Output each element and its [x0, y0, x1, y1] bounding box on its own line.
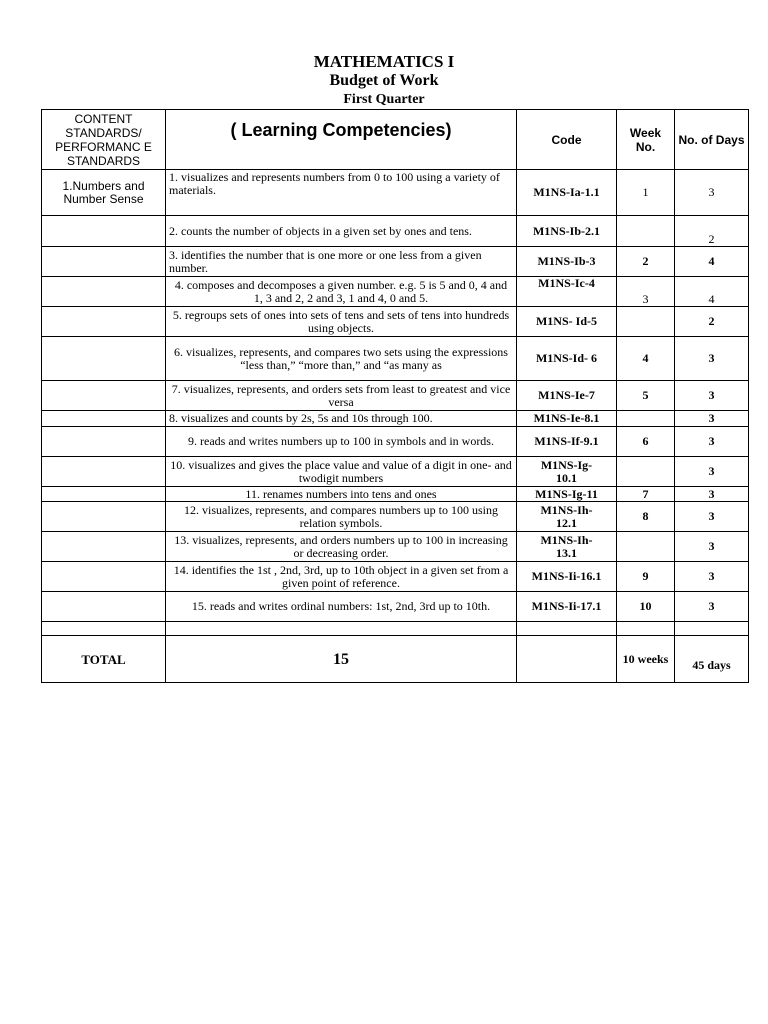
competency-cell: 6. visualizes, represents, and compares two sets using the expressions “less than,” “more than,” and “as many as — [166, 337, 517, 381]
code-cell: M1NS-Ib-2.1 — [517, 216, 617, 247]
table-row — [42, 307, 749, 337]
standard-cell: 1.Numbers and Number Sense — [42, 170, 166, 216]
standard-cell — [42, 592, 166, 622]
table-row — [42, 411, 749, 427]
code-cell: M1NS-Ia-1.1 — [517, 170, 617, 216]
standard-cell — [42, 307, 166, 337]
quarter-heading: First Quarter — [343, 92, 425, 107]
days-cell: 3 — [675, 411, 749, 427]
code-cell: M1NS-Id- 6 — [517, 337, 617, 381]
standard-cell — [42, 562, 166, 592]
days-cell: 3 — [675, 427, 749, 457]
week-cell — [617, 457, 675, 487]
total-code-cell — [517, 636, 617, 683]
week-cell: 1 — [617, 170, 675, 216]
days-cell: 2 — [675, 216, 749, 247]
col-header-code: Code — [517, 110, 617, 170]
table-row — [42, 381, 749, 411]
days-cell: 3 — [675, 457, 749, 487]
document-title: MATHEMATICS I — [313, 52, 455, 71]
competency-cell: 14. identifies the 1st , 2nd, 3rd, up to 10th object in a given set from a given point of reference. — [166, 562, 517, 592]
standard-cell — [42, 532, 166, 562]
total-row — [42, 636, 749, 683]
total-label: TOTAL — [42, 636, 166, 683]
standard-cell — [42, 427, 166, 457]
standard-cell — [42, 277, 166, 307]
days-cell: 4 — [675, 247, 749, 277]
code-cell: M1NS-Ib-3 — [517, 247, 617, 277]
week-cell: 6 — [617, 427, 675, 457]
total-weeks: 10 weeks — [617, 636, 675, 683]
standard-cell — [42, 381, 166, 411]
competency-cell: 3. identifies the number that is one more or one less from a given number. — [166, 247, 517, 277]
week-cell: 7 — [617, 487, 675, 502]
standard-cell — [42, 216, 166, 247]
days-cell: 2 — [675, 307, 749, 337]
standard-cell — [42, 487, 166, 502]
code-cell: M1NS-If-9.1 — [517, 427, 617, 457]
table-row — [42, 562, 749, 592]
table-row — [42, 247, 749, 277]
week-cell: 10 — [617, 592, 675, 622]
week-cell: 5 — [617, 381, 675, 411]
week-cell: 4 — [617, 337, 675, 381]
week-cell — [617, 411, 675, 427]
week-cell — [617, 532, 675, 562]
code-cell: M1NS-Ig-11 — [517, 487, 617, 502]
competency-cell: 12. visualizes, represents, and compares numbers up to 100 using relation symbols. — [166, 502, 517, 532]
code-cell: M1NS-Ih-13.1 — [517, 532, 617, 562]
days-cell: 3 — [675, 487, 749, 502]
week-cell — [617, 216, 675, 247]
competency-cell: 15. reads and writes ordinal numbers: 1st, 2nd, 3rd up to 10th. — [166, 592, 517, 622]
table-row — [42, 592, 749, 622]
days-cell: 3 — [675, 170, 749, 216]
budget-of-work-table — [41, 109, 749, 683]
days-cell: 4 — [675, 277, 749, 307]
days-cell: 3 — [675, 337, 749, 381]
standard-cell — [42, 411, 166, 427]
competency-cell: 2. counts the number of objects in a given set by ones and tens. — [166, 216, 517, 247]
days-cell: 3 — [675, 592, 749, 622]
table-row — [42, 532, 749, 562]
table-row — [42, 277, 749, 307]
table-row — [42, 427, 749, 457]
table-row — [42, 457, 749, 487]
code-cell: M1NS-Ii-17.1 — [517, 592, 617, 622]
competency-cell: 10. visualizes and gives the place value and value of a digit in one- and twodigit numbers — [166, 457, 517, 487]
days-cell: 3 — [675, 502, 749, 532]
days-cell: 3 — [675, 381, 749, 411]
competency-cell: 5. regroups sets of ones into sets of tens and sets of tens into hundreds using objects. — [166, 307, 517, 337]
total-days: 45 days — [675, 636, 749, 683]
table-header-row — [42, 110, 749, 170]
week-cell: 3 — [617, 277, 675, 307]
table-row — [42, 487, 749, 502]
code-cell: M1NS-Ie-7 — [517, 381, 617, 411]
week-cell: 9 — [617, 562, 675, 592]
total-competencies: 15 — [166, 636, 517, 683]
days-cell: 3 — [675, 562, 749, 592]
code-cell: M1NS-Ii-16.1 — [517, 562, 617, 592]
table-row — [42, 170, 749, 216]
week-cell: 8 — [617, 502, 675, 532]
code-cell: M1NS-Ig-10.1 — [517, 457, 617, 487]
table-row — [42, 337, 749, 381]
standard-cell — [42, 502, 166, 532]
code-cell: M1NS- Id-5 — [517, 307, 617, 337]
table-row — [42, 216, 749, 247]
week-cell: 2 — [617, 247, 675, 277]
code-cell: M1NS-Ih-12.1 — [517, 502, 617, 532]
week-cell — [617, 307, 675, 337]
standard-cell — [42, 337, 166, 381]
competency-cell: 4. composes and decomposes a given number. e.g. 5 is 5 and 0, 4 and 1, 3 and 2, 2 and 3, 1 and 4, 0 and 5. — [166, 277, 517, 307]
code-cell: M1NS-Ie-8.1 — [517, 411, 617, 427]
col-header-standards: CONTENT STANDARDS/ PERFORMANC E STANDARDS — [42, 110, 166, 170]
days-cell: 3 — [675, 532, 749, 562]
code-cell: M1NS-Ic-4 — [517, 277, 617, 307]
standard-cell — [42, 247, 166, 277]
col-header-competencies: ( Learning Competencies) — [166, 110, 517, 170]
competency-cell: 13. visualizes, represents, and orders numbers up to 100 in increasing or decreasing order. — [166, 532, 517, 562]
competency-cell: 1. visualizes and represents numbers from 0 to 100 using a variety of materials. — [166, 170, 517, 216]
competency-cell: 8. visualizes and counts by 2s, 5s and 10s through 100. — [166, 411, 517, 427]
col-header-days: No. of Days — [675, 110, 749, 170]
table-row — [42, 502, 749, 532]
col-header-week: Week No. — [617, 110, 675, 170]
competency-cell: 9. reads and writes numbers up to 100 in symbols and in words. — [166, 427, 517, 457]
competency-cell: 11. renames numbers into tens and ones — [166, 487, 517, 502]
table-row-empty — [42, 622, 749, 636]
document-subtitle: Budget of Work — [329, 72, 439, 89]
standard-cell — [42, 457, 166, 487]
competency-cell: 7. visualizes, represents, and orders sets from least to greatest and vice versa — [166, 381, 517, 411]
